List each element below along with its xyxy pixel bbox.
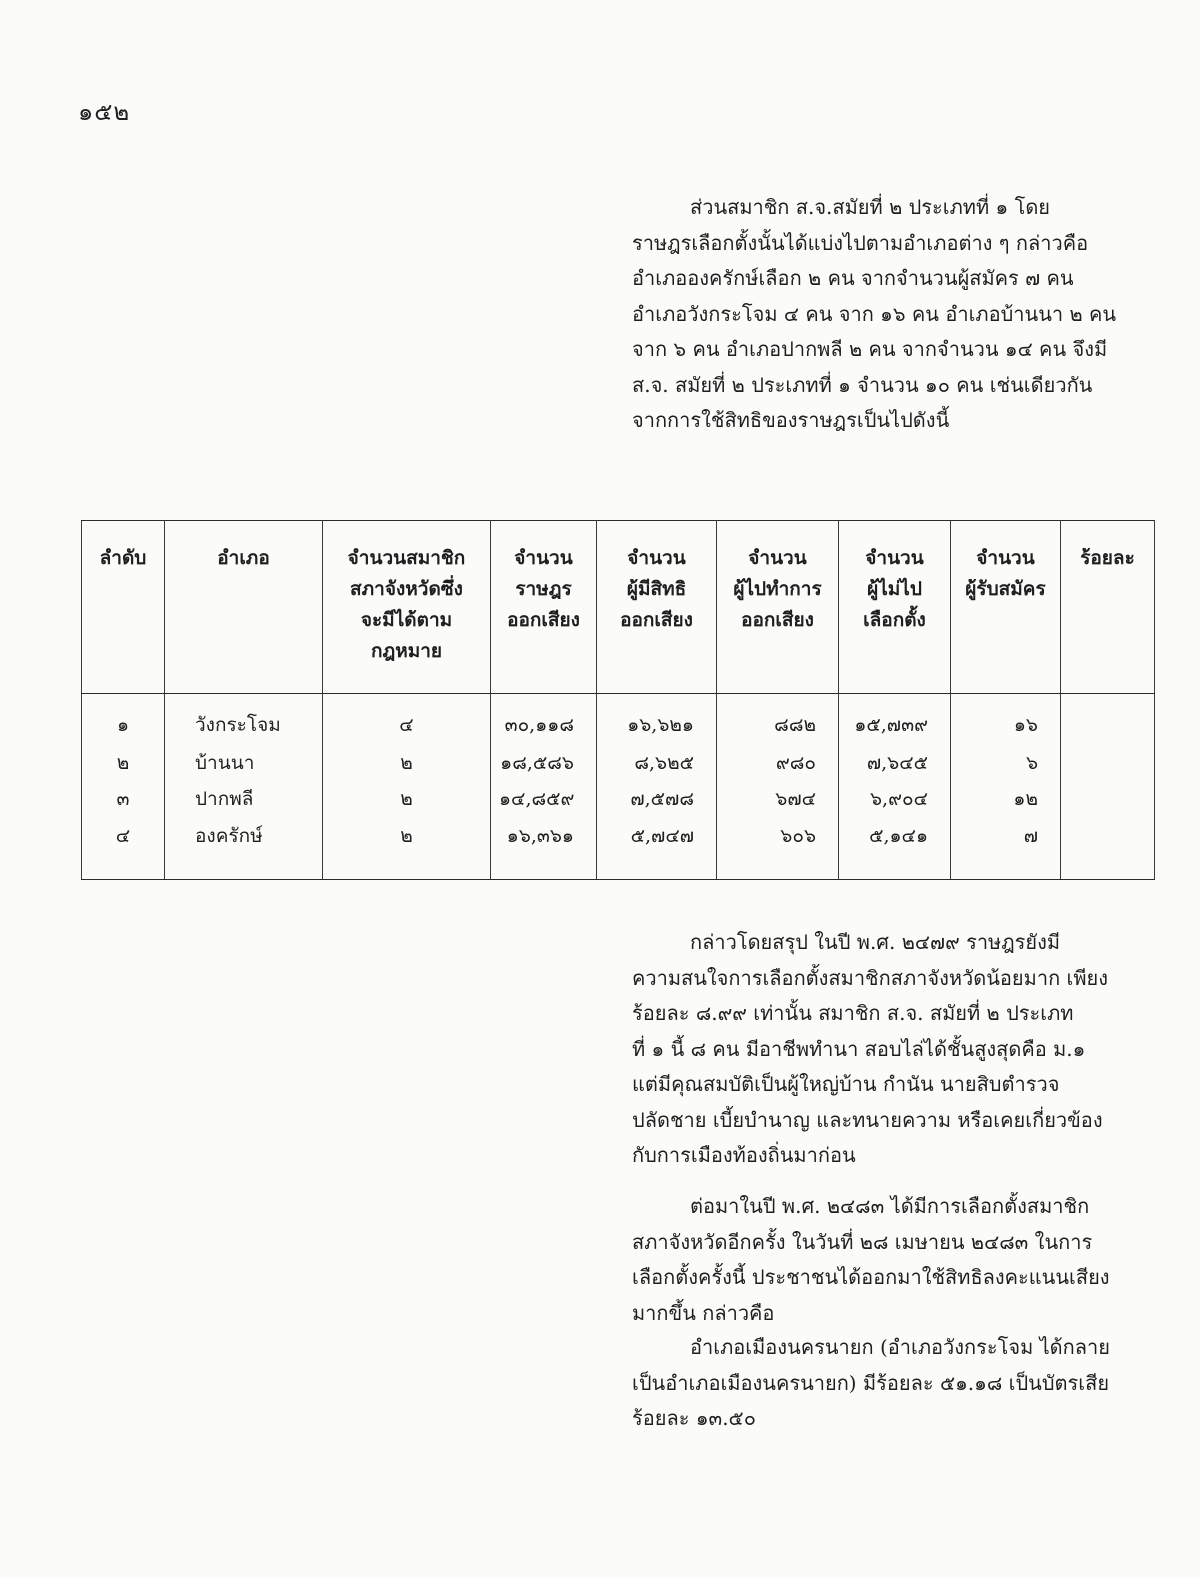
header-eligible: จำนวน ผู้มีสิทธิ ออกเสียง [597, 521, 717, 694]
header-members: จำนวนสมาชิก สภาจังหวัดซึ่ง จะมีได้ตาม กฎหมาย [323, 521, 491, 694]
cell-population: ๑๖,๓๖๑ [491, 819, 597, 879]
text-line: เป็นอำเภอเมืองนครนายก) มีร้อยละ ๕๑.๑๘ เป็นบัตรเสีย [632, 1370, 1110, 1395]
text-line: สภาจังหวัดอีกครั้ง ในวันที่ ๒๘ เมษายน ๒๔๘๓ ในการ [632, 1229, 1093, 1254]
cell-voted: ๖๐๖ [717, 819, 839, 879]
cell-population: ๓๐,๑๑๘ [491, 694, 597, 746]
cell-population: ๑๔,๘๕๙ [491, 782, 597, 819]
header-not-voted: จำนวน ผู้ไม่ไป เลือกตั้ง [839, 521, 951, 694]
intro-paragraph [632, 190, 1152, 439]
cell-voted: ๙๘๐ [717, 746, 839, 783]
text-line: จาก ๖ คน อำเภอปากพลี ๒ คน จากจำนวน ๑๔ คน จึงมี [632, 337, 1108, 361]
cell-district: วังกระโจม [165, 694, 323, 746]
table-row [82, 819, 1155, 879]
text-line: ร้อยละ ๑๓.๕๐ [632, 1406, 756, 1430]
cell-population: ๑๘,๕๘๖ [491, 746, 597, 783]
header-district: อำเภอ [165, 521, 323, 694]
cell-eligible: ๕,๗๔๗ [597, 819, 717, 879]
header-percent: ร้อยละ [1061, 521, 1155, 694]
header-candidates: จำนวน ผู้รับสมัคร [951, 521, 1061, 694]
cell-candidates: ๑๖ [951, 694, 1061, 746]
nakhon-nayok-paragraph [632, 1330, 1152, 1437]
cell-candidates: ๑๒ [951, 782, 1061, 819]
header-order: ลำดับ [82, 521, 165, 694]
text-line: เลือกตั้งครั้งนี้ ประชาชนได้ออกมาใช้สิทธิลงคะแนนเสียง [632, 1265, 1110, 1289]
cell-not-voted: ๕,๑๔๑ [839, 819, 951, 879]
summary-paragraph [632, 925, 1152, 1174]
text-line: ความสนใจการเลือกตั้งสมาชิกสภาจังหวัดน้อยมาก เพียง [632, 965, 1109, 990]
cell-members: ๒ [323, 746, 491, 783]
cell-eligible: ๘,๖๒๕ [597, 746, 717, 783]
text-line: ส่วนสมาชิก ส.จ.สมัยที่ ๒ ประเภทที่ ๑ โดย [690, 195, 1051, 219]
text-line: ต่อมาในปี พ.ศ. ๒๔๘๓ ได้มีการเลือกตั้งสมาชิก [690, 1194, 1090, 1218]
cell-district: บ้านนา [165, 746, 323, 783]
table-row [82, 694, 1155, 746]
text-line: แต่มีคุณสมบัติเป็นผู้ใหญ่บ้าน กำนัน นายสิบตำรวจ [632, 1072, 1060, 1096]
cell-voted: ๖๗๔ [717, 782, 839, 819]
cell-members: ๔ [323, 694, 491, 746]
cell-order: ๑ [82, 694, 165, 746]
cell-eligible: ๑๖,๖๒๑ [597, 694, 717, 746]
cell-members: ๒ [323, 782, 491, 819]
cell-not-voted: ๖,๙๐๔ [839, 782, 951, 819]
text-line: อำเภอเมืองนครนายก (อำเภอวังกระโจม ได้กลาย [690, 1335, 1110, 1359]
text-line: อำเภอองครักษ์เลือก ๒ คน จากจำนวนผู้สมัคร ๗ คน [632, 266, 1074, 290]
text-line: อำเภอวังกระโจม ๔ คน จาก ๑๖ คน อำเภอบ้านนา ๒ คน [632, 301, 1117, 326]
header-voted: จำนวน ผู้ไปทำการ ออกเสียง [717, 521, 839, 694]
text-line: จากการใช้สิทธิของราษฎรเป็นไปดังนี้ [632, 408, 950, 432]
text-line: ร้อยละ ๘.๙๙ เท่านั้น สมาชิก ส.จ. สมัยที่ ๒ ประเภท [632, 1001, 1074, 1025]
cell-district: ปากพลี [165, 782, 323, 819]
cell-order: ๔ [82, 819, 165, 879]
cell-candidates: ๗ [951, 819, 1061, 879]
cell-percent [1061, 746, 1155, 783]
cell-not-voted: ๗,๖๔๕ [839, 746, 951, 783]
text-line: ที่ ๑ นี้ ๘ คน มีอาชีพทำนา สอบไล่ได้ชั้นสูงสุดคือ ม.๑ [632, 1036, 1086, 1061]
cell-not-voted: ๑๕,๗๓๙ [839, 694, 951, 746]
election-statistics-table [81, 520, 1154, 880]
cell-members: ๒ [323, 819, 491, 879]
table-row [82, 746, 1155, 783]
text-line: มากขึ้น กล่าวคือ [632, 1300, 775, 1325]
cell-order: ๓ [82, 782, 165, 819]
cell-candidates: ๖ [951, 746, 1061, 783]
text-line: กล่าวโดยสรุป ในปี พ.ศ. ๒๔๗๙ ราษฎรยังมี [690, 930, 1061, 954]
text-line: ส.จ. สมัยที่ ๒ ประเภทที่ ๑ จำนวน ๑๐ คน เช่นเดียวกัน [632, 372, 1093, 397]
text-line: ราษฎรเลือกตั้งนั้นได้แบ่งไปตามอำเภอต่าง ๆ กล่าวคือ [632, 230, 1089, 255]
table-row [82, 782, 1155, 819]
cell-percent [1061, 819, 1155, 879]
cell-voted: ๘๘๒ [717, 694, 839, 746]
cell-order: ๒ [82, 746, 165, 783]
text-line: ปลัดชาย เบี้ยบำนาญ และทนายความ หรือเคยเกี่ยวข้อง [632, 1107, 1103, 1132]
election-1940-paragraph [632, 1189, 1152, 1331]
cell-percent [1061, 782, 1155, 819]
table-header-row [82, 521, 1155, 694]
header-population: จำนวน ราษฎร ออกเสียง [491, 521, 597, 694]
page-number: ๑๕๒ [78, 98, 131, 126]
text-line: กับการเมืองท้องถิ่นมาก่อน [632, 1143, 856, 1167]
cell-percent [1061, 694, 1155, 746]
cell-district: องครักษ์ [165, 819, 323, 879]
cell-eligible: ๗,๕๗๘ [597, 782, 717, 819]
